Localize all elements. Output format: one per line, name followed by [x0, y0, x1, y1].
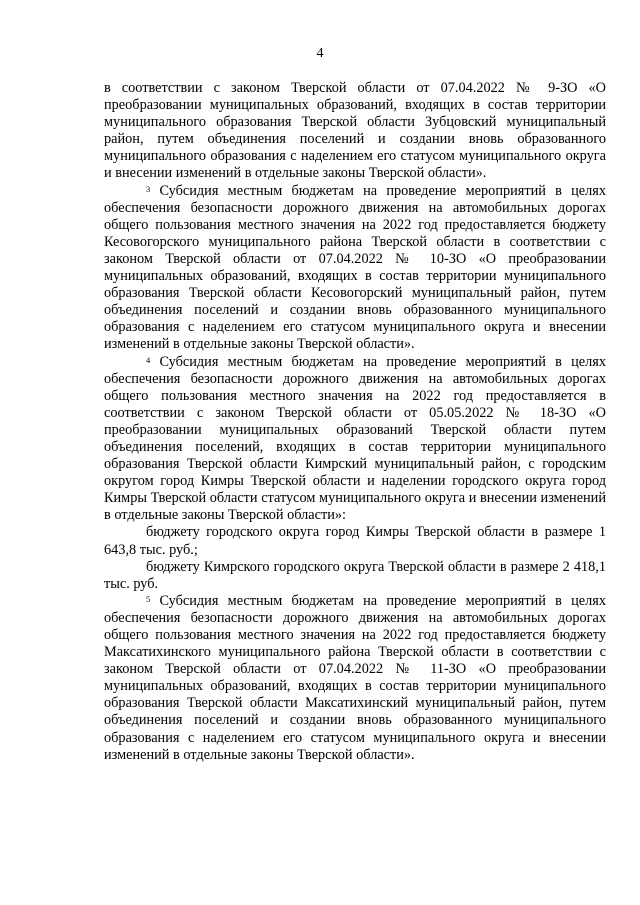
- paragraph-text: Субсидия местным бюджетам на проведение мероприятий в целях обеспечения безопасности дорожного движения на автомобильных дорогах общего пользования местного значения на 2022 год предоставляется бюджету Кесовогорского муниципального района Тверской области в соответствии с законом Тверской области от 07.04.2022 № 10-ЗО «О преобразовании муниципальных образований, входящих в состав территории муниципального образования Тверской области Кесовогорский муниципальный район, путем объединения поселений и создании вновь образованного муниципального образования с наделением его статусом муниципального округа и внесении изменений в отдельные законы Тверской области».: [104, 182, 606, 353]
- paragraph-text: бюджету городского округа город Кимры Тверской области в размере 1 643,8 тыс. руб.;: [104, 524, 606, 558]
- page-number: 4: [316, 46, 324, 61]
- paragraph-text: в соответствии с законом Тверской области от 07.04.2022 № 9-ЗО «О преобразовании муниципальных образований, входящих в состав территории муниципального образования Тверской области Зубцовский муниципальный район, путем объединения поселений и создании вновь образованного муниципального образования с наделением его статусом муниципального округа и внесении изменений в отдельные законы Тверской области».: [104, 80, 606, 182]
- footnote-marker: 3: [146, 183, 151, 194]
- list-paragraph: [104, 524, 606, 558]
- paragraph-text: бюджету Кимрского городского округа Тверской области в размере 2 418,1 тыс. руб.: [104, 558, 606, 592]
- paragraph-text: Субсидия местным бюджетам на проведение мероприятий в целях обеспечения безопасности дорожного движения на автомобильных дорогах общего пользования местного значения на 2022 год предоставляется бюджету Максатихинского муниципального района Тверской области в соответствии с законом Тверской области от 07.04.2022 № 11-ЗО «О преобразовании муниципальных образований, входящих в состав территории муниципального образования Тверской области Максатихинский муниципальный район, путем объединения поселений и создании вновь образованного муниципального образования с наделением его статусом муниципального округа и внесении изменений в отдельные законы Тверской области».: [104, 592, 606, 763]
- footnote-paragraph: [104, 593, 606, 764]
- footnote-marker: 4: [146, 354, 151, 365]
- footnote-paragraph: [104, 354, 606, 525]
- list-paragraph: [104, 559, 606, 593]
- footnote-marker: 5: [146, 593, 151, 604]
- footnote-paragraph: [104, 183, 606, 354]
- document-body: [104, 80, 606, 764]
- paragraph-continuation: [104, 80, 606, 183]
- paragraph-text: Субсидия местным бюджетам на проведение мероприятий в целях обеспечения безопасности дорожного движения на автомобильных дорогах общего пользования местного значения на 2022 год предоставляется в соответствии с законом Тверской области от 05.05.2022 № 18-ЗО «О преобразовании муниципальных образований Тверской области путем объединения поселений, входящих в состав территории муниципального образования Тверской области Кимрский муниципальный район, с городским округом город Кимры Тверской области и наделении городского округа город Кимры Тверской области статусом муниципального округа и внесении изменений в отдельные законы Тверской области»:: [104, 353, 606, 524]
